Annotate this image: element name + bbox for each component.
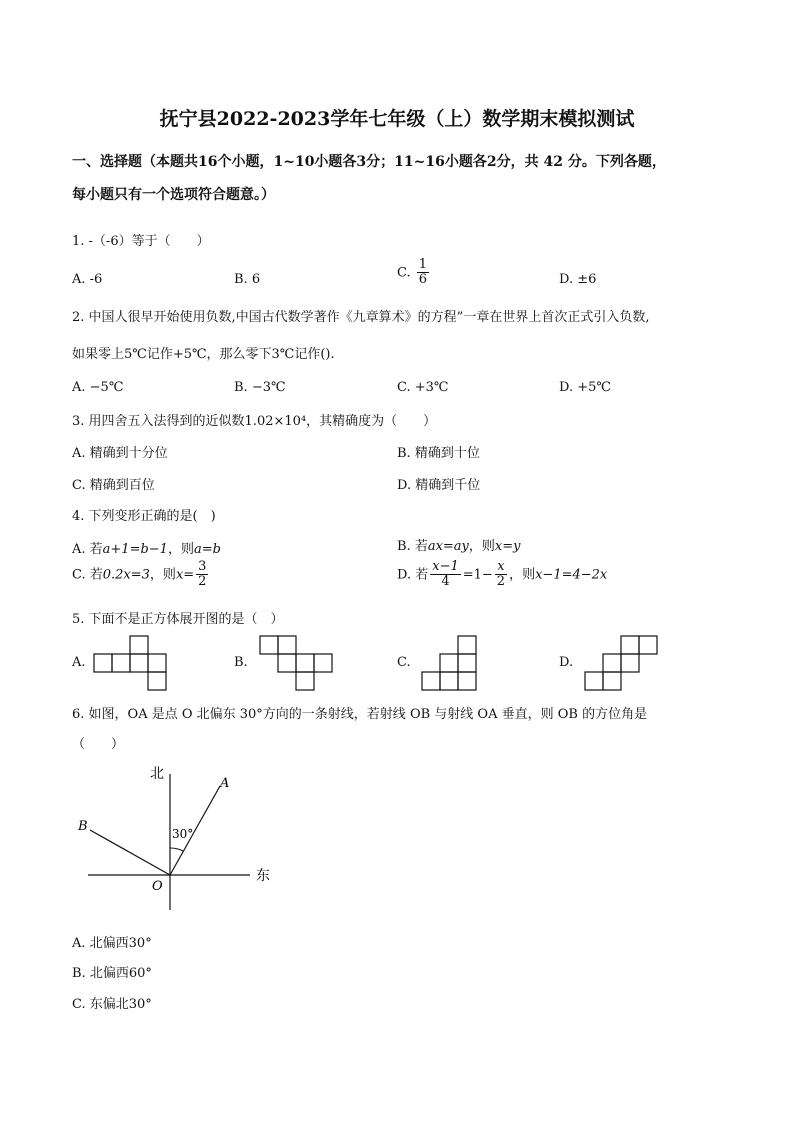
option-a-then: ，则 [167,542,194,557]
question-3-option-b: B. 精确到十位 [397,446,480,461]
option-b-then: ，则 [468,539,495,554]
question-6-line1 [72,703,647,722]
section-heading-line2: 每小题只有一个选项符合题意。） [72,187,275,203]
question-3-option-a: A. 精确到十分位 [72,446,168,461]
section-heading-line1: 一、选择题（本题共16个小题，1~10小题各3分；11~16小题各2分，共 42 分。下列各题， [72,154,666,170]
fraction-denominator: 6 [418,272,428,288]
fraction-numerator: x−1 [432,559,459,574]
cube-net-b [256,630,336,692]
question-1-option-d: D. ±6 [559,272,597,287]
question-2-option-a: A. −5℃ [72,380,124,395]
option-a-equation: a+1=b−1 [102,542,168,557]
fraction-one-sixth [417,258,429,288]
option-b-result: x=y [494,539,521,554]
question-5-option-a: A. [72,655,86,670]
fraction-denominator: 4 [441,574,450,590]
fraction-denominator: 2 [496,574,506,590]
north-label: 北 [150,766,164,782]
fraction-numerator: 3 [198,559,207,574]
question-3-option-d: D. 精确到千位 [397,478,481,493]
option-c-then: ，则 [149,567,176,583]
option-a-result: a=b [193,542,221,557]
option-d-then: ，则 [509,567,536,583]
option-b-equation: ax=ay [427,539,469,554]
option-c-result-var: x= [175,567,195,583]
angle-arc [170,848,183,851]
direction-figure [70,760,290,920]
option-b-prefix: B. 若 [397,539,428,554]
question-2-option-d: D. +5℃ [559,380,611,395]
page-title: 抚宁县2022-2023学年七年级（上）数学期末模拟测试 [159,108,635,130]
option-d-result: x−1=4−2x [535,567,608,583]
question-4-option-c [72,560,210,590]
point-a-label: A [220,776,230,791]
fraction-three-halves [196,560,208,590]
question-6-option-a: A. 北偏西30° [72,936,152,951]
question-5-option-b: B. [234,655,248,670]
fraction-x-minus-1-over-4 [430,560,461,590]
option-c-equation: 0.2x=3 [102,567,150,583]
ray-ob [90,830,170,875]
question-2-option-b: B. −3℃ [234,380,286,395]
question-3-option-c: C. 精确到百位 [72,478,155,493]
cube-net-c [418,630,498,692]
cube-net-d [581,630,661,692]
option-d-equals: =1− [462,567,493,583]
option-c-prefix: C. 若 [72,567,103,583]
question-1-option-a: A. -6 [72,272,103,287]
question-4-option-b [397,535,521,554]
question-6-line1-text: 6. 如图，OA 是点 O 北偏东 30°方向的一条射线，若射线 OB 与射线 OA 垂直，则 OB 的方位角是 [72,707,648,722]
question-4-option-d [397,560,607,590]
question-5-option-c: C. [397,655,411,670]
fraction-denominator: 2 [198,574,207,590]
question-1-option-c [397,258,431,288]
question-3-stem: 3. 用四舍五入法得到的近似数1.02×10⁴，其精确度为（ ） [72,414,437,429]
question-4-option-a [72,538,221,557]
question-1-option-b: B. 6 [234,272,261,287]
question-2-line1: 2. 中国人很早开始使用负数,中国古代数学著作《九章算术》的方程”一章在世界上首次正式引入负数, [72,310,650,325]
option-d-prefix: D. 若 [397,567,429,583]
question-6-line2: （ ） [72,737,125,752]
question-2-line2: 如果零上5℃记作+5℃，那么零下3℃记作(). [72,347,335,362]
point-o-label: O [152,879,163,894]
question-6-option-c: C. 东偏北30° [72,997,152,1012]
cube-net-a [90,630,170,692]
point-b-label: B [78,819,88,834]
option-c-label: C. [397,265,411,281]
fraction-numerator: 1 [418,257,428,272]
question-5-stem: 5. 下面不是正方体展开图的是（ ） [72,612,284,627]
angle-label: 30° [172,827,194,841]
fraction-x-over-2 [495,560,507,590]
question-2-option-c: C. +3℃ [397,380,449,395]
question-5-option-d: D. [559,655,574,670]
question-6-option-b: B. 北偏西60° [72,966,152,981]
option-a-prefix: A. 若 [72,542,103,557]
question-4-stem: 4. 下列变形正确的是( ) [72,509,216,524]
east-label: 东 [256,868,270,884]
question-1-stem: 1. -（-6）等于（ ） [72,234,210,249]
fraction-numerator: x [495,560,507,575]
